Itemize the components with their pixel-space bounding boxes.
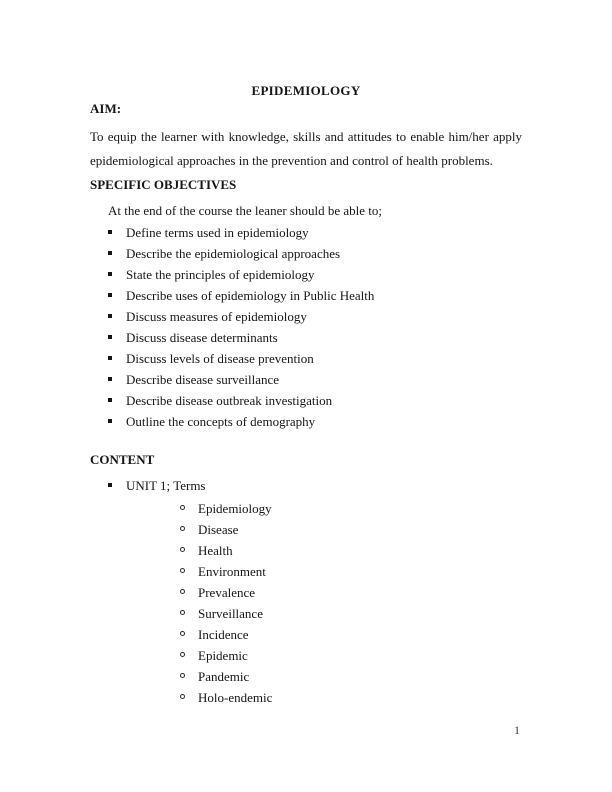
square-bullet-icon: [108, 293, 112, 297]
page-number: 1: [514, 723, 520, 737]
circle-bullet-icon: [180, 526, 185, 531]
term-item: [90, 502, 522, 516]
objective-text: Describe the epidemiological approaches: [126, 246, 341, 261]
objective-item: [90, 352, 522, 366]
square-bullet-icon: [108, 356, 112, 360]
square-bullet-icon: [108, 251, 112, 255]
term-item: [90, 586, 522, 600]
term-text: Disease: [198, 522, 239, 537]
objective-text: Describe disease outbreak investigation: [126, 393, 333, 408]
objectives-intro: At the end of the course the leaner should be able to;: [108, 203, 382, 218]
specific-objectives-heading: SPECIFIC OBJECTIVES: [90, 177, 237, 192]
objective-item: [90, 268, 522, 282]
unit-item: [90, 479, 522, 493]
term-text: Epidemic: [198, 648, 248, 663]
objective-text: Discuss disease determinants: [126, 330, 278, 345]
objective-item: [90, 415, 522, 429]
aim-paragraph: To equip the learner with knowledge, skills and attitudes to enable him/her apply epidemiological approaches in the prevention and control of health problems.: [90, 129, 522, 168]
objective-item: [90, 289, 522, 303]
term-text: Pandemic: [198, 669, 250, 684]
term-item: [90, 523, 522, 537]
circle-bullet-icon: [180, 694, 185, 699]
document-title: EPIDEMIOLOGY: [251, 83, 361, 98]
objective-text: Outline the concepts of demography: [126, 414, 316, 429]
term-text: Prevalence: [198, 585, 256, 600]
unit-list: [90, 479, 522, 493]
term-item: [90, 544, 522, 558]
objective-item: [90, 226, 522, 240]
objectives-list: [90, 226, 522, 429]
term-item: [90, 691, 522, 705]
square-bullet-icon: [108, 398, 112, 402]
circle-bullet-icon: [180, 505, 185, 510]
objective-text: Describe disease surveillance: [126, 372, 280, 387]
square-bullet-icon: [108, 483, 112, 487]
square-bullet-icon: [108, 272, 112, 276]
term-text: Incidence: [198, 627, 249, 642]
circle-bullet-icon: [180, 547, 185, 552]
circle-bullet-icon: [180, 673, 185, 678]
term-text: Environment: [198, 564, 266, 579]
objective-item: [90, 310, 522, 324]
term-text: Holo-endemic: [198, 690, 273, 705]
circle-bullet-icon: [180, 589, 185, 594]
objective-item: [90, 373, 522, 387]
aim-heading: AIM:: [90, 101, 122, 116]
square-bullet-icon: [108, 335, 112, 339]
square-bullet-icon: [108, 419, 112, 423]
objective-item: [90, 394, 522, 408]
unit-text: UNIT 1; Terms: [126, 478, 206, 493]
circle-bullet-icon: [180, 652, 185, 657]
term-item: [90, 607, 522, 621]
circle-bullet-icon: [180, 610, 185, 615]
content-heading: CONTENT: [90, 452, 155, 467]
objective-text: Describe uses of epidemiology in Public Health: [126, 288, 375, 303]
square-bullet-icon: [108, 314, 112, 318]
objective-item: [90, 247, 522, 261]
circle-bullet-icon: [180, 568, 185, 573]
term-item: [90, 649, 522, 663]
objective-text: Define terms used in epidemiology: [126, 225, 309, 240]
terms-list: [90, 502, 522, 705]
term-text: Surveillance: [198, 606, 263, 621]
term-item: [90, 628, 522, 642]
term-text: Epidemiology: [198, 501, 272, 516]
term-item: [90, 670, 522, 684]
objective-text: Discuss levels of disease prevention: [126, 351, 314, 366]
term-text: Health: [198, 543, 233, 558]
objective-text: State the principles of epidemiology: [126, 267, 315, 282]
objective-text: Discuss measures of epidemiology: [126, 309, 307, 324]
objective-item: [90, 331, 522, 345]
circle-bullet-icon: [180, 631, 185, 636]
term-item: [90, 565, 522, 579]
square-bullet-icon: [108, 230, 112, 234]
square-bullet-icon: [108, 377, 112, 381]
